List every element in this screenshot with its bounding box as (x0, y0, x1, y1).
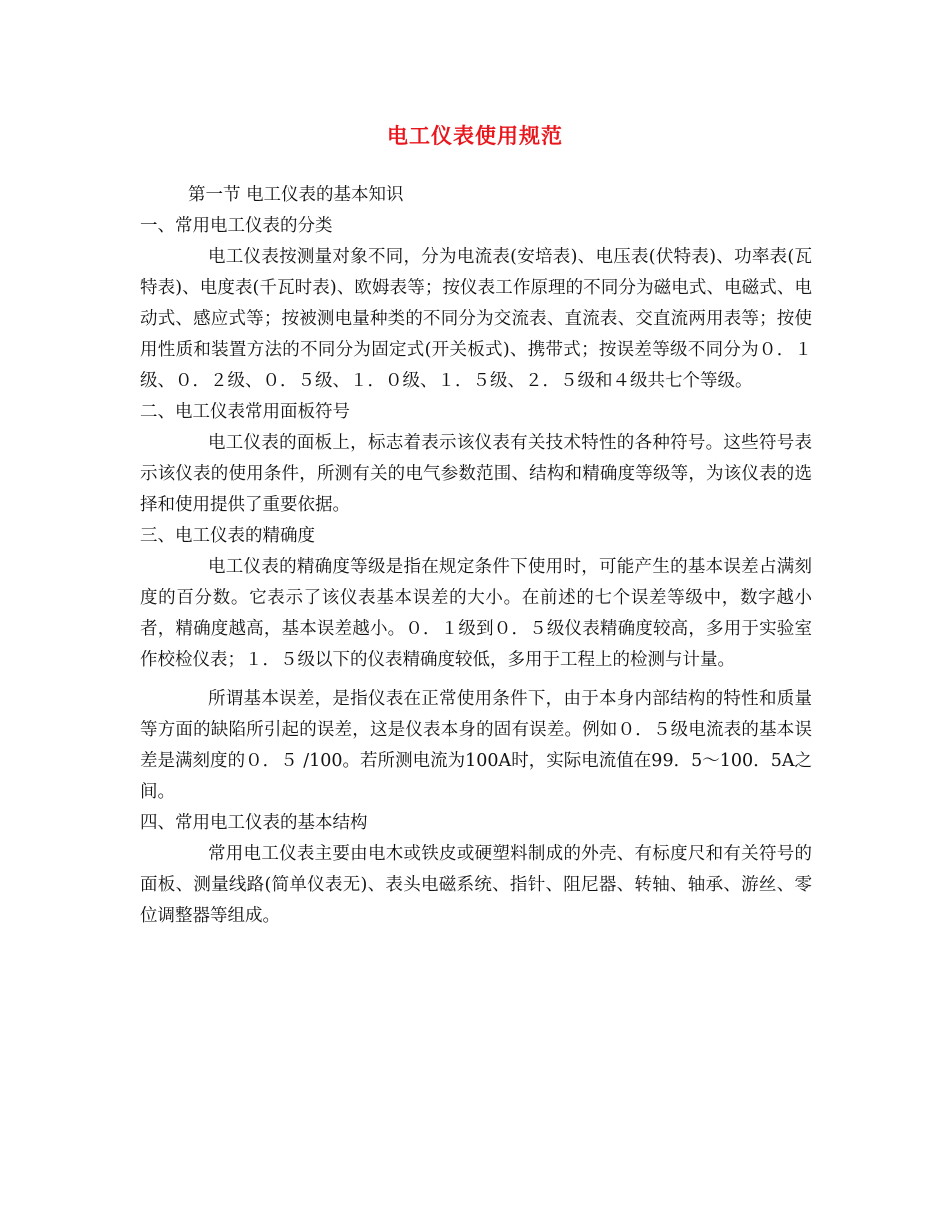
paragraph-basic-structure: 常用电工仪表主要由电木或铁皮或硬塑料制成的外壳、有标度尺和有关符号的面板、测量线路(简单仪表无)、表头电磁系统、指针、阻尼器、转轴、轴承、游丝、零位调整器等组成。 (140, 844, 812, 926)
paragraph-basic-error: 所谓基本误差，是指仪表在正常使用条件下，由于本身内部结构的特性和质量等方面的缺陷所引起的误差，这是仪表本身的固有误差。例如０．５级电流表的基本误差是满刻度的０．５ /100。若所测电流为100A时，实际电流值在99．5～100．5A之间。 (140, 689, 812, 802)
document-body (140, 180, 812, 932)
paragraph-panel-symbols: 电工仪表的面板上，标志着表示该仪表有关技术特性的各种符号。这些符号表示该仪表的使用条件，所测有关的电气参数范围、结构和精确度等级等，为该仪表的选择和使用提供了重要依据。 (140, 433, 812, 515)
heading-panel-symbols: 二、电工仪表常用面板符号 (140, 402, 350, 422)
heading-accuracy: 三、电工仪表的精确度 (140, 526, 315, 546)
paragraph-classification: 电工仪表按测量对象不同，分为电流表(安培表)、电压表(伏特表)、功率表(瓦特表)、电度表(千瓦时表)、欧姆表等；按仪表工作原理的不同分为磁电式、电磁式、电动式、感应式等；按被测电量种类的不同分为交流表、直流表、交直流两用表等；按使用性质和装置方法的不同分为固定式(开关板式)、携带式；按误差等级不同分为０．１级、０．２级、０．５级、１．０级、１．５级、２．５级和４级共七个等级。 (140, 247, 812, 391)
heading-basic-structure: 四、常用电工仪表的基本结构 (140, 813, 368, 833)
heading-classification: 一、常用电工仪表的分类 (140, 216, 333, 236)
document-title: 电工仪表使用规范 (387, 123, 563, 148)
section-title: 第一节 电工仪表的基本知识 (188, 185, 404, 205)
paragraph-accuracy: 电工仪表的精确度等级是指在规定条件下使用时，可能产生的基本误差占满刻度的百分数。它表示了该仪表基本误差的大小。在前述的七个误差等级中，数字越小者，精确度越高，基本误差越小。０．１级到０．５级仪表精确度较高，多用于实验室作校检仪表；１．５级以下的仪表精确度较低，多用于工程上的检测与计量。 (140, 557, 812, 670)
